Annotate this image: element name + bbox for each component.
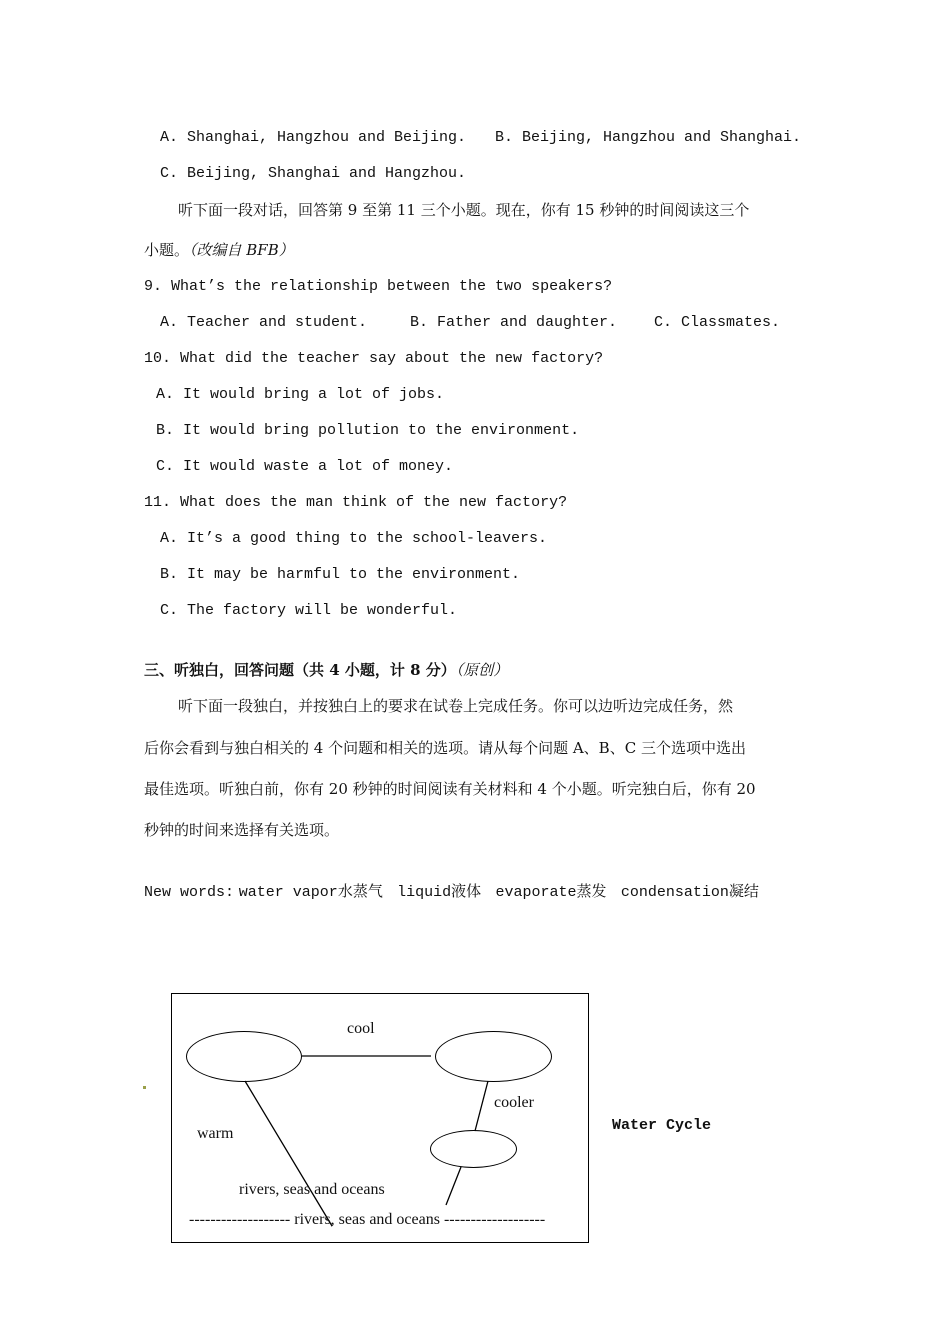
q10-question: 10. What did the teacher say about the new factory?	[144, 350, 604, 367]
section3-paragraph-line3: 最佳选项。听独白前，你有 20 秒钟的时间阅读有关材料和 4 个小题。听完独白后，你有 20	[144, 780, 756, 798]
q8-option-c: C. Beijing, Shanghai and Hangzhou.	[160, 165, 467, 182]
q11-option-a: A. It’s a good thing to the school-leavers.	[160, 530, 548, 547]
word-3-cn: 蒸发	[576, 882, 607, 900]
word-3-en: evaporate	[495, 884, 577, 901]
section3-paragraph-line1: 听下面一段独白，并按独白上的要求在试卷上完成任务。你可以边听边完成任务，然	[178, 697, 734, 715]
dialogue-intro-line1: 听下面一段对话，回答第 9 至第 11 三个小题。现在，你有 15 秒钟的时间阅读这三个	[178, 201, 750, 219]
label-rivers-1: rivers, seas and oceans	[239, 1181, 385, 1198]
q10-option-c: C. It would waste a lot of money.	[156, 458, 454, 475]
word-2-en: liquid	[397, 884, 452, 901]
diagram-title: Water Cycle	[612, 1117, 712, 1134]
label-rivers-2: ------------------- rivers, seas and oceans -------------------	[189, 1211, 546, 1228]
label-cool: cool	[347, 1020, 375, 1037]
q11-question: 11. What does the man think of the new factory?	[144, 494, 568, 511]
word-4-cn: 凝结	[728, 882, 759, 900]
label-cooler: cooler	[494, 1094, 534, 1111]
q10-option-b: B. It would bring pollution to the environment.	[156, 422, 580, 439]
q8-option-a: A. Shanghai, Hangzhou and Beijing.	[160, 129, 467, 146]
q10-option-a: A. It would bring a lot of jobs.	[156, 386, 445, 403]
word-4-en: condensation	[620, 884, 729, 901]
connector-warm	[245, 1081, 332, 1226]
margin-dot	[143, 1086, 146, 1089]
water-cycle-diagram	[171, 993, 589, 1243]
q9-option-b: B. Father and daughter.	[410, 314, 618, 331]
label-warm: warm	[197, 1125, 234, 1142]
ellipse-left	[186, 1031, 302, 1082]
section3-paragraph-line2: 后你会看到与独白相关的 4 个问题和相关的选项。请从每个问题 A、B、C 三个选项中选出	[144, 739, 746, 757]
word-1-en: water vapor	[238, 884, 338, 901]
ellipse-right	[435, 1031, 552, 1082]
q11-option-b: B. It may be harmful to the environment.	[160, 566, 521, 583]
connector-cooler	[475, 1081, 488, 1131]
word-1-cn: 水蒸气	[337, 882, 383, 900]
connector-rain	[446, 1167, 461, 1205]
ellipse-bottom	[430, 1130, 517, 1168]
dialogue-intro-source: （改编自 BFB）	[189, 241, 294, 259]
q8-option-b: B. Beijing, Hangzhou and Shanghai.	[495, 129, 802, 146]
section3-heading-line	[144, 660, 508, 680]
dialogue-intro-text: 小题。	[144, 241, 190, 259]
q9-question: 9. What’s the relationship between the two speakers?	[144, 278, 613, 295]
section3-source: （原创）	[455, 661, 509, 679]
q11-option-c: C. The factory will be wonderful.	[160, 602, 458, 619]
new-words-line	[144, 881, 759, 903]
q9-option-c: C. Classmates.	[654, 314, 781, 331]
section3-heading: 三、听独白，回答问题（共 4 小题，计 8 分）	[144, 661, 456, 679]
word-2-cn: 液体	[451, 882, 482, 900]
dialogue-intro-line2	[144, 240, 294, 260]
section3-paragraph-line4: 秒钟的时间来选择有关选项。	[144, 821, 340, 839]
new-words-label: New words:	[144, 884, 235, 901]
q9-option-a: A. Teacher and student.	[160, 314, 368, 331]
